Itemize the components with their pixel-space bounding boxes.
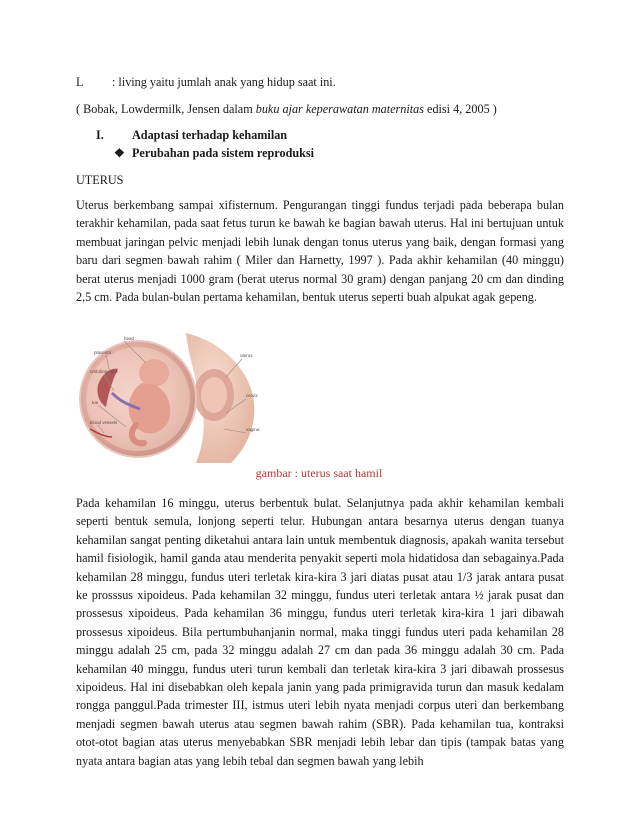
label-placenta: placenta xyxy=(94,350,112,355)
label-head: head xyxy=(124,336,135,341)
paragraph-2-text: Pada kehamilan 16 minggu, uterus berbentuk bulat. Selanjutnya pada akhir kehamilan kembali seperti bentuk semula, lonjong seperti telur. Hubungan antara besarnya uterus dengan tuanya kehamilan sangat penting diketahui antara lain untuk membentuk diagnosis, apakah wanita tersebut hamil fisiologik, hamil ganda atau menderita penyakit seperti mola hidatidosa dan sebagainya.Pada kehamilan 28 minggu, fundus uteri terletak kira-kira 3 jari diatas pusat atau 1/3 jarak antara pusat ke prosssus xipoideus. Pada kehamilan 32 minggu, fundus uteri terletak antara ½ jarak pusat dan prossesus xipoideus. Pada kehamilan 36 minggu, fundus uteri terletak kira-kira 1 jari dibawah prossesus xipoideus. Bila pertumbuhanjanin normal, maka tinggi fundus uteri pada kehamilan 28 minggu adalah 25 cm, pada 32 minggu adalah 27 cm dan pada 36 minggu adalah 30 cm. Pada kehamilan 40 minggu, fundus uteri turun kembali dan terletak kira-kira 3 jari dibawah prossesus xipoideus. Hal ini disebabkan oleh kepala janin yang pada primigravida turun dan masuk kedalam rongga panggul.Pada trimester III, istmus uteri lebih nyata menjadi corpus uteri dan berkembang menjadi segmen bawah uterus atau segmen bawah rahim (SBR). Pada kehamilan tua, kontraksi otot-otot bagian atas uterus menyebabkan SBR menjadi lebih lebar dan tipis (tampak batas yang nyata antara bagian atas yang lebih tebal dan segmen bawah yang lebih xyxy=(76,496,564,768)
pregnant-uterus-illustration xyxy=(76,333,286,463)
subsection-heading xyxy=(114,145,314,162)
label-blood-vessels: blood vessels xyxy=(90,420,118,425)
uterus-figure xyxy=(76,333,286,463)
uterus-heading: UTERUS xyxy=(76,173,124,187)
paragraph-1 xyxy=(76,196,564,306)
label-uterus: uterus xyxy=(240,353,253,358)
citation-book: buku ajar keperawatan maternitas xyxy=(255,102,424,116)
legend-symbol: L xyxy=(76,75,84,89)
legend-line xyxy=(76,74,336,91)
label-toe: toe xyxy=(92,400,99,405)
citation-suffix: edisi 4, 2005 ) xyxy=(423,102,497,116)
citation xyxy=(76,101,497,118)
label-vagina: vagina xyxy=(246,427,260,432)
section-number: I. xyxy=(96,128,104,142)
citation-prefix: ( Bobak, Lowdermilk, Jensen dalam xyxy=(76,102,256,116)
figure-caption: gambar : uterus saat hamil xyxy=(255,466,383,480)
section-title: Adaptasi terhadap kehamilan xyxy=(132,128,288,142)
section-heading xyxy=(96,127,288,144)
subsection-title: Perubahan pada sistem reproduksi xyxy=(131,146,315,160)
label-umbilical-cord: umbilical cord xyxy=(90,369,118,374)
legend-text: : living yaitu jumlah anak yang hidup saat ini. xyxy=(112,75,336,89)
label-cervix: cervix xyxy=(246,393,258,398)
paragraph-1-text: Uterus berkembang sampai xifisternum. Pengurangan tinggi fundus terjadi pada beberapa bulan terakhir kehamilan, pada saat fetus turun ke bawah ke bagian bawah uterus. Hal ini bertujuan untuk membuat jaringan pelvic menjadi lebih lunak dengan tonus uterus yang baik, dengan formasi yang baru dari segmen bawah rahim ( Miler dan Harnetty, 1997 ). Pada akhir kehamilan (40 minggu) berat uterus menjadi 1000 gram (berat uterus normal 30 gram) dengan panjang 20 cm dan dinding 2,5 cm. Pada bulan-bulan pertama kehamilan, bentuk uterus seperti buah alpukat agak gepeng. xyxy=(76,198,564,305)
bullet-icon: ❖ xyxy=(114,146,125,160)
paragraph-2 xyxy=(76,494,564,770)
